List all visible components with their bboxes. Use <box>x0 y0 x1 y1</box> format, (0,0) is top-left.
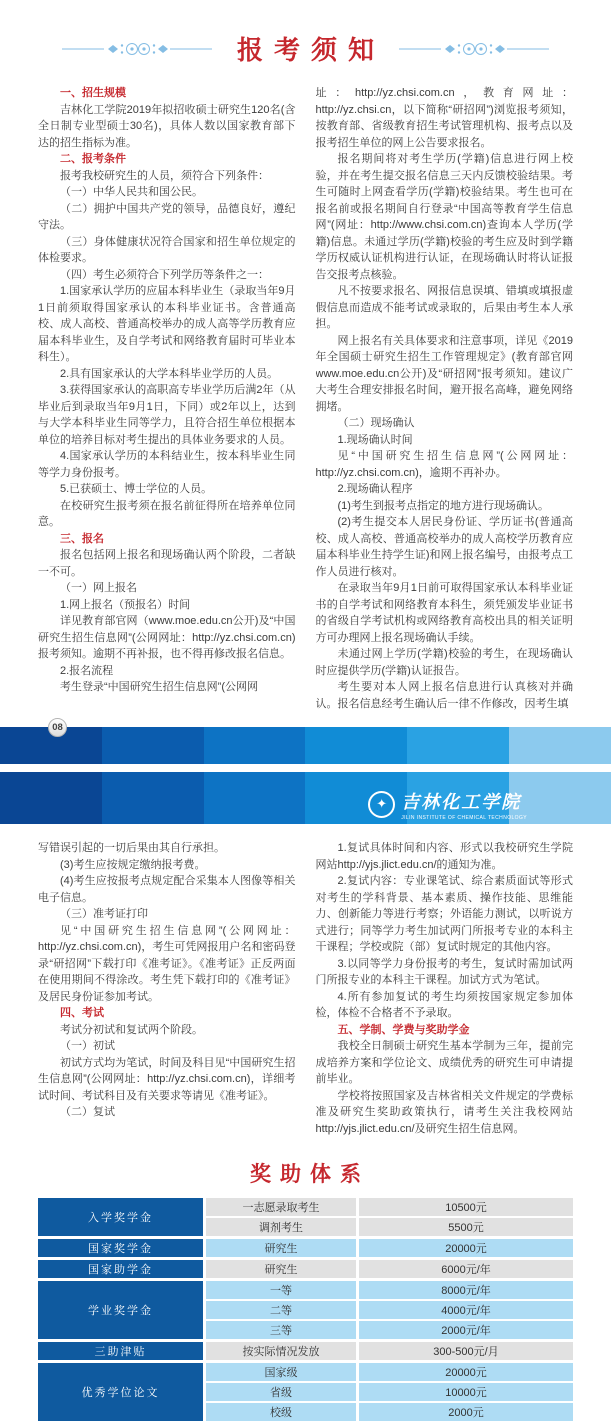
paragraph: （一）中华人民共和国公民。 <box>60 186 203 198</box>
award-category-cell: 国家奖学金 <box>38 1239 203 1257</box>
award-category-cell: 国家助学金 <box>38 1260 203 1278</box>
award-group <box>38 1281 573 1339</box>
column-bottom-right <box>316 840 574 1152</box>
award-amount-cell: 2000元 <box>359 1403 573 1421</box>
section-heading: 四、考试 <box>60 1007 104 1019</box>
paragraph: 见“中国研究生招生信息网”(公网网址：http://yz.chsi.com.cn)，逾期不再补办。 <box>315 450 573 479</box>
award-amount-cell: 4000元/年 <box>359 1301 573 1319</box>
paragraph: 1.国家承认学历的应届本科毕业生（录取当年9月1日前须取得国家承认的本科毕业证书。含普通高校、成人高校、普通高校举办的成人高等学历教育应届本科毕业生，及自学考试和网络教育届时可毕业本科生）。 <box>38 285 296 363</box>
award-type-cell: 国家级 <box>206 1363 356 1381</box>
paragraph: 详见教育部官网（www.moe.edu.cn公开)及“中国研究生招生信息网”(公网网址：http://yz.chsi.com.cn)报考须知。逾期不再补报，也不得再修改报名信息。 <box>38 615 296 660</box>
awards-section-title: 奖助体系 <box>250 1163 370 1186</box>
page-banner <box>0 722 611 824</box>
section-heading: 二、报考条件 <box>60 153 126 165</box>
paragraph: 初试方式均为笔试，时间及科目见“中国研究生招生信息网”(公网网址：http://yz.chsi.com.cn)，详细考试时间、考试科目及有关要求等请见《准考证》。 <box>38 1056 296 1102</box>
award-type-cell: 研究生 <box>206 1260 356 1278</box>
paragraph: 址：http://yz.chsi.com.cn，教育网址：http://yz.chsi.cn，以下简称“研招网”)浏览报考须知，按教育部、省级教育招生考试管理机构、报考点以及报考招生单位的网上公告要求报名。 <box>315 87 573 149</box>
university-emblem-icon: ✦ <box>368 791 395 818</box>
award-row <box>206 1342 573 1360</box>
page-title: 报考须知 <box>236 35 385 65</box>
paragraph: 在录取当年9月1日前可取得国家承认本科毕业证书的自学考试和网络教育本科生，须凭颁发毕业证书的省级自学考试机构或网络教育高校出具的相关证明方可办理网上报名现场确认手续。 <box>315 582 573 644</box>
award-amount-cell: 8000元/年 <box>359 1281 573 1299</box>
paragraph: (1)考生到报考点指定的地方进行现场确认。 <box>337 499 549 512</box>
award-type-cell: 研究生 <box>206 1239 356 1257</box>
paragraph: 2.现场确认程序 <box>337 483 413 495</box>
award-row <box>206 1321 573 1339</box>
paragraph: （二）拥护中国共产党的领导，品德良好，遵纪守法。 <box>38 202 296 231</box>
paragraph: 5.已获硕士、博士学位的人员。 <box>60 483 213 495</box>
paragraph: 2.报名流程 <box>60 664 114 677</box>
award-group <box>38 1198 573 1236</box>
section-heading: 三、报名 <box>60 532 104 545</box>
banner-segment <box>305 727 407 764</box>
flourish-right-icon <box>399 40 549 58</box>
award-group <box>38 1260 573 1278</box>
university-name-en: JILIN INSTITUTE OF CHEMICAL TECHNOLOGY <box>401 814 527 821</box>
award-row <box>206 1239 573 1257</box>
section-heading: 一、招生规模 <box>60 87 126 99</box>
paragraph: 吉林化工学院2019年拟招收硕士研究生120名(含全日制专业型硕士30名)，具体人数以国家教育部下达的招生指标为准。 <box>38 103 296 149</box>
paragraph: 学校将按照国家及吉林省相关文件规定的学费标准及研究生奖助政策执行，请考生关注我校网站http://yjs.jlict.edu.cn/及研究生招生信息网。 <box>315 1089 573 1135</box>
banner-segment <box>407 727 509 764</box>
award-type-cell: 省级 <box>206 1383 356 1401</box>
paragraph: 2.具有国家承认的大学本科毕业学历的人员。 <box>60 367 279 380</box>
award-row <box>206 1260 573 1278</box>
award-rows <box>206 1342 573 1360</box>
award-amount-cell: 10500元 <box>359 1198 573 1216</box>
award-rows <box>206 1198 573 1236</box>
paragraph: (2)考生提交本人居民身份证、学历证书(普通高校、成人高校、普通高校举办的成人高校学历教育应届本科毕业生持学生证)和网上报名编号，由报考点工作人员进行核对。 <box>315 516 573 578</box>
award-type-cell: 按实际情况发放 <box>206 1342 356 1360</box>
award-row <box>206 1363 573 1381</box>
award-category-cell: 学业奖学金 <box>38 1281 203 1339</box>
paragraph: (4)考生应按报考点规定配合采集本人图像等相关电子信息。 <box>38 875 296 904</box>
paragraph: 报名期间将对考生学历(学籍)信息进行网上校验，并在考生提交报名信息三天内反馈校验结果。考生可随时上网查看学历(学籍)校验结果。考生也可在报名前或报名期间自行登录“中国高等教育学生信息网”(网址：http://www.chsi.com.cn)查询本人学历(学籍)信息。未通过学历(学籍)校验的考生应及时到学籍学历权威认证机构进行认证，在现场确认时将认证报告交报考点核验。 <box>315 153 573 281</box>
award-amount-cell: 20000元 <box>359 1363 573 1381</box>
award-row <box>206 1383 573 1401</box>
award-row <box>206 1403 573 1421</box>
award-row <box>206 1198 573 1216</box>
banner-segment <box>204 727 306 764</box>
banner-segment <box>509 727 611 764</box>
paragraph: 3.以同等学力身份报考的考生，复试时需加试两门所报专业的本科主干课程。加试方式为笔试。 <box>315 957 573 986</box>
paragraph: （三）准考证打印 <box>60 908 148 920</box>
paragraph: （一）初试 <box>60 1040 115 1052</box>
paragraph: 凡不按要求报名、网报信息误填、错填或填报虚假信息而造成不能考试或录取的，后果由考生本人承担。 <box>315 285 573 330</box>
paragraph: （二）现场确认 <box>337 417 415 429</box>
award-category-cell: 优秀学位论文 <box>38 1363 203 1421</box>
award-amount-cell: 6000元/年 <box>359 1260 573 1278</box>
award-rows <box>206 1260 573 1278</box>
paragraph: 3.获得国家承认的高职高专毕业学历后满2年（从毕业后到录取当年9月1日，下同）或2年以上，达到与大学本科毕业生同等学力，且符合招生单位根据本单位的培养目标对考生提出的具体业务要求的人员。 <box>38 384 296 446</box>
award-category-cell: 入学奖学金 <box>38 1198 203 1236</box>
page-number-badge: 08 <box>48 718 67 737</box>
award-type-cell: 一等 <box>206 1281 356 1299</box>
banner-segment <box>102 727 204 764</box>
column-top-right <box>316 85 574 727</box>
paragraph: 网上报名有关具体要求和注意事项，详见《2019年全国硕士研究生招生工作管理规定》(教育部官网 www.moe.edu.cn公开)及“研招网”报考须知。建议广大考生合理安排报名时间，避开报名高峰，避免网络拥堵。 <box>315 334 573 413</box>
award-amount-cell: 300-500元/月 <box>359 1342 573 1360</box>
award-type-cell: 调剂考生 <box>206 1218 356 1236</box>
award-group <box>38 1363 573 1421</box>
paragraph: （四）考生必须符合下列学历等条件之一： <box>60 268 269 281</box>
award-amount-cell: 2000元/年 <box>359 1321 573 1339</box>
award-rows <box>206 1363 573 1421</box>
award-rows <box>206 1281 573 1339</box>
banner-segment <box>204 772 306 824</box>
paragraph: （一）网上报名 <box>60 582 137 594</box>
award-rows <box>206 1239 573 1257</box>
paragraph: 1.复试具体时间和内容、形式以我校研究生学院网站http://yjs.jlict.edu.cn/的通知为准。 <box>315 842 573 871</box>
award-type-cell: 一志愿录取考生 <box>206 1198 356 1216</box>
paragraph: （三）身体健康状况符合国家和招生单位规定的体检要求。 <box>38 235 296 264</box>
paragraph: 我校全日制硕士研究生基本学制为三年，提前完成培养方案和学位论文、成绩优秀的研究生可申请提前毕业。 <box>315 1040 573 1085</box>
award-amount-cell: 10000元 <box>359 1383 573 1401</box>
paragraph: 报名包括网上报名和现场确认两个阶段，二者缺一不可。 <box>38 549 296 578</box>
award-category-cell: 三助津贴 <box>38 1342 203 1360</box>
award-type-cell: 二等 <box>206 1301 356 1319</box>
paragraph: 4.所有参加复试的考生均须按国家规定参加体检，体检不合格者不予录取。 <box>315 990 573 1019</box>
award-type-cell: 三等 <box>206 1321 356 1339</box>
banner-gap <box>0 764 611 772</box>
paragraph: 写错误引起的一切后果由其自行承担。 <box>38 842 225 854</box>
paragraph: 1.现场确认时间 <box>337 433 413 446</box>
section-heading: 五、学制、学费与奖助学金 <box>337 1023 470 1036</box>
paragraph: 在校研究生报考须在报名前征得所在培养单位同意。 <box>38 499 296 528</box>
awards-table <box>38 1198 573 1421</box>
paragraph: 4.国家承认学历的本科结业生，按本科毕业生同等学力身份报考。 <box>38 450 296 479</box>
award-type-cell: 校级 <box>206 1403 356 1421</box>
column-bottom-left <box>38 840 296 1152</box>
paragraph: 考试分初试和复试两个阶段。 <box>60 1023 203 1036</box>
banner-segment <box>102 772 204 824</box>
lower-text-section <box>38 840 573 1152</box>
award-row <box>206 1281 573 1299</box>
paragraph: 考生要对本人网上报名信息进行认真核对并确认。报名信息经考生确认后一律不作修改，因考生填 <box>315 681 573 710</box>
university-name-cn: 吉林化工学院 <box>401 791 522 812</box>
award-amount-cell: 20000元 <box>359 1239 573 1257</box>
banner-band-top <box>0 727 611 764</box>
award-row <box>206 1218 573 1236</box>
paragraph: 未通过网上学历(学籍)校验的考生，在现场确认时应提供学历(学籍)认证报告。 <box>315 648 573 677</box>
paragraph: 见“中国研究生招生信息网”(公网网址：http://yz.chsi.com.cn)，考生可凭网报用户名和密码登录“研招网”下载打印《准考证》。《准考证》正反两面在使用期间不得涂改。考生凭下载打印的《准考证》及居民身份证参加考试。 <box>38 924 296 1003</box>
award-group <box>38 1342 573 1360</box>
university-logo <box>368 782 527 826</box>
paragraph: 报考我校研究生的人员，须符合下列条件： <box>60 169 269 182</box>
column-top-left <box>38 85 296 727</box>
award-row <box>206 1301 573 1319</box>
paragraph: 1.网上报名（预报名）时间 <box>60 598 191 611</box>
banner-segment <box>0 772 102 824</box>
paragraph: 考生登录“中国研究生招生信息网”(公网网 <box>60 681 258 693</box>
award-group <box>38 1239 573 1257</box>
paragraph: 2.复试内容：专业课笔试、综合素质面试等形式对考生的学科背景、基本素质、操作技能、思维能力、创新能力等进行考察；外语能力测试，以听说方式进行；同等学力考生加试两门所报考专业的本科主干课程；学校或院（部）复试时规定的其他内容。 <box>315 875 573 953</box>
page-header <box>0 0 611 67</box>
paragraph: (3)考生应按规定缴纳报考费。 <box>60 858 206 871</box>
flourish-left-icon <box>62 40 212 58</box>
paragraph: （二）复试 <box>60 1106 115 1118</box>
upper-text-section <box>38 85 573 727</box>
award-amount-cell: 5500元 <box>359 1218 573 1236</box>
